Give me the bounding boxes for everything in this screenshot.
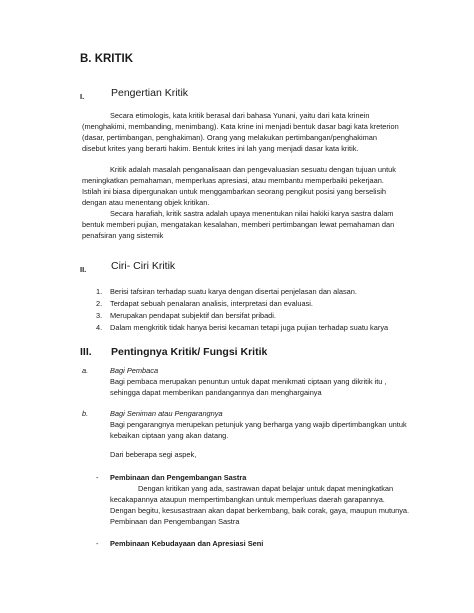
section-2-number: II. bbox=[80, 265, 87, 274]
aspect-intro: Dari beberapa segi aspek, bbox=[110, 450, 197, 459]
list-item bbox=[96, 310, 388, 322]
subsection-b-text bbox=[110, 419, 407, 441]
page-title: B. KRITIK bbox=[80, 53, 134, 65]
subsection-b-label: b. bbox=[82, 409, 89, 418]
text-line: kecakapannya ataupun mempertimbangkan untuk memperluas daerah garapannya. bbox=[110, 495, 385, 504]
list-number: 4. bbox=[96, 323, 103, 332]
list-number: 1. bbox=[96, 287, 103, 296]
section-1-number: I. bbox=[80, 92, 85, 101]
section-1-paragraph-2 bbox=[82, 164, 396, 208]
text-line: Dengan begitu, kesusastraan akan dapat berkembang, baik corak, gaya, maupun mutunya. bbox=[110, 506, 410, 515]
text-line: Dengan kritikan yang ada, sastrawan dapat belajar untuk dapat meningkatkan bbox=[138, 484, 394, 493]
list-number: 3. bbox=[96, 311, 103, 320]
list-text: Terdapat sebuah penalaran analisis, interpretasi dan evaluasi. bbox=[110, 299, 313, 308]
list-number: 2. bbox=[96, 299, 103, 308]
section-1-heading: Pengertian Kritik bbox=[111, 87, 189, 99]
section-3-number: III. bbox=[80, 346, 92, 358]
text-line: Kritik adalah masalah penganalisaan dan pengevaluasian sesuatu dengan tujuan untuk bbox=[110, 165, 396, 174]
text-line: kebaikan ciptaan yang akan datang. bbox=[110, 431, 229, 440]
list-item bbox=[96, 298, 388, 310]
subsection-2-title: Pembinaan Kebudayaan dan Apresiasi Seni bbox=[110, 539, 264, 548]
list-text: Dalam mengkritik tidak hanya berisi kecaman tetapi juga pujian terhadap suatu karya bbox=[110, 323, 389, 332]
list-item bbox=[96, 286, 388, 298]
text-line: dengan atau menentang objek kritikan. bbox=[82, 198, 210, 207]
text-line: Istilah ini biasa dipergunakan untuk menggambarkan seorang pengikut posisi yang berselisih bbox=[82, 187, 387, 196]
text-line: Pembinaan dan Pengembangan Sastra bbox=[110, 517, 240, 526]
subsection-a-label: a. bbox=[82, 366, 89, 375]
subsection-1-text bbox=[110, 483, 409, 527]
text-line: Bagi pembaca merupakan penuntun untuk dapat menikmati ciptaan yang dikritik itu , bbox=[110, 377, 387, 386]
subsection-b-title: Bagi Seniman atau Pengarangnya bbox=[110, 409, 223, 418]
subsection-a-title: Bagi Pembaca bbox=[110, 366, 159, 375]
bullet-dash: - bbox=[96, 539, 99, 548]
text-line: (dasar, pertimbangan, penghakiman). Orang yang melakukan pertimbangan/penghakiman bbox=[82, 133, 377, 142]
criteria-list bbox=[96, 286, 388, 334]
list-item bbox=[96, 322, 388, 334]
text-line: Bagi pengarangnya merupekan petunjuk yang berharga yang wajib dipertimbangkan untuk bbox=[110, 420, 407, 429]
text-line: penafsiran yang sistemik bbox=[82, 231, 164, 240]
list-text: Merupakan pendapat subjektif dan bersifat pribadi. bbox=[110, 311, 276, 320]
subsection-a-text bbox=[110, 376, 387, 398]
text-line: meningkatkan pemahaman, memperluas apresiasi, atau membantu memperbaiki pekerjaan. bbox=[82, 176, 384, 185]
section-1-paragraph-3 bbox=[82, 208, 394, 241]
section-1-paragraph-1 bbox=[82, 110, 399, 154]
text-line: bentuk memberi pujian, mengatakan kesalahan, memberi pertimbangan lewat pemahaman dan bbox=[82, 220, 395, 229]
bullet-dash: - bbox=[96, 473, 99, 482]
text-line: disebut krites yang berarti hakim. Bentuk krites ini lah yang menjadi dasar kata kritik. bbox=[82, 144, 359, 153]
section-2-heading: Ciri- Ciri Kritik bbox=[111, 260, 176, 272]
list-text: Berisi tafsiran terhadap suatu karya dengan disertai penjelasan dan alasan. bbox=[110, 287, 357, 296]
text-line: (menghakimi, membanding, menimbang). Kata krine ini menjadi bentuk dasar bagi kata kreterion bbox=[82, 122, 399, 131]
section-3-heading: Pentingnya Kritik/ Fungsi Kritik bbox=[111, 346, 268, 358]
text-line: Secara etimologis, kata kritik berasal dari bahasa Yunani, yaitu dari kata krinein bbox=[110, 111, 370, 120]
text-line: Secara harafiah, kritik sastra adalah upaya menentukan nilai hakiki karya sastra dalam bbox=[110, 209, 394, 218]
subsection-1-title: Pembinaan dan Pengembangan Sastra bbox=[110, 473, 247, 482]
text-line: sehingga dapat memberikan pandangannya dan menghargainya bbox=[110, 388, 322, 397]
